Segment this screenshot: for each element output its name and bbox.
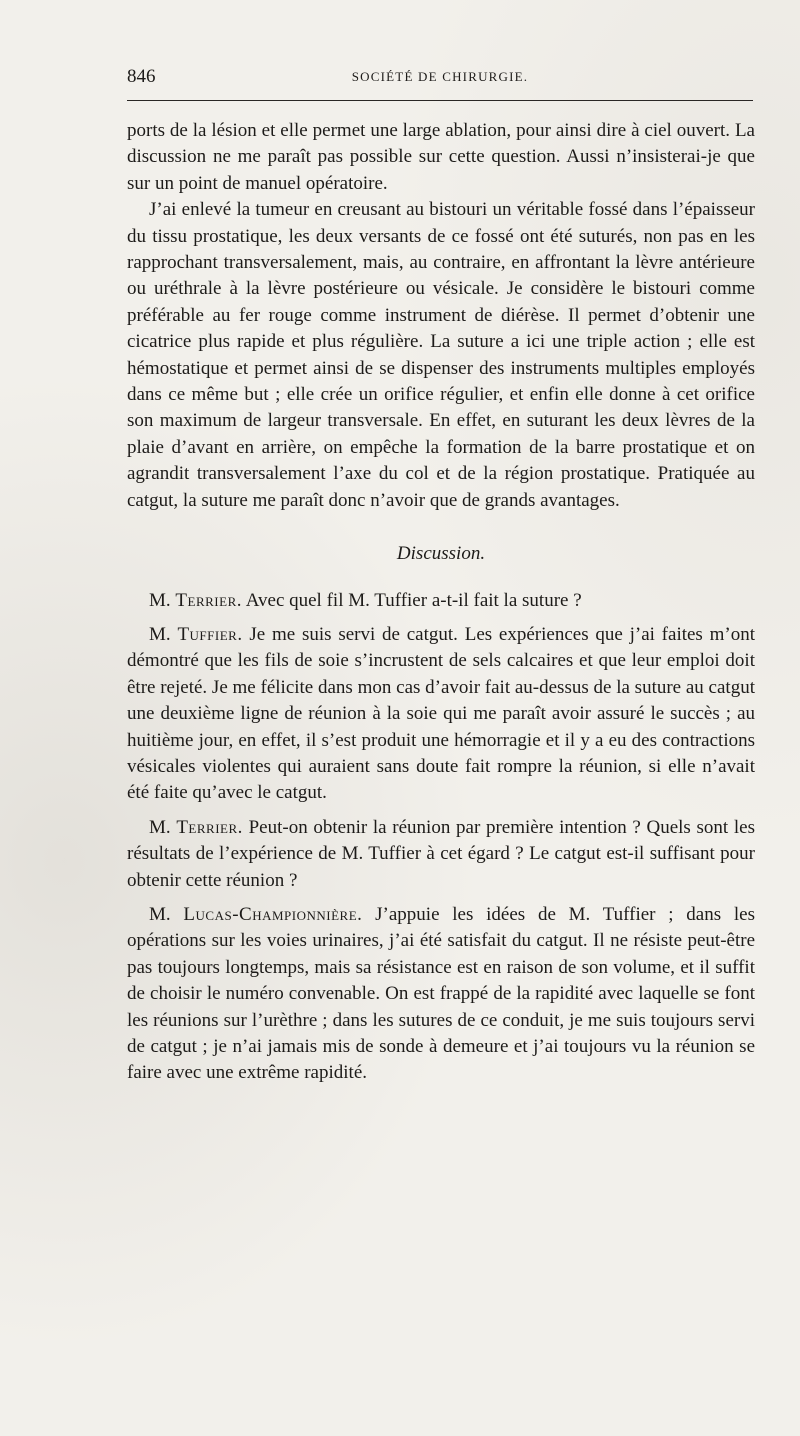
header-rule (127, 100, 753, 101)
speech-text: Peut-on obtenir la réunion par première intention ? Quels sont les résultats de l’expérience de M. Tuffier à cet égard ? Le catgut est-il suffisant pour obtenir cette réunion ? (127, 816, 755, 891)
body-text (127, 118, 755, 1087)
speech-text: J’appuie les idées de M. Tuffier ; dans les opérations sur les voies urinaires, j’ai été satisfait du catgut. Il ne résiste peut-être pas toujours longtemps, mais sa résistance est en raison de son volume, et il suffit de choisir le numéro convenable. On est frappé de la rapidité avec laquelle se font les réunions sur l’urèthre ; dans les sutures de ce conduit, je me suis toujours servi de catgut ; je n’ai jamais mis de sonde à demeure et j’ai toujours vu la réunion se faire avec une extrême rapidité. (127, 903, 755, 1084)
speech-lucas-championniere (127, 902, 755, 1087)
section-heading: Discussion. (396, 543, 486, 565)
speaker-name: Lucas-Championnière. (183, 903, 363, 925)
paragraph-operation: J’ai enlevé la tumeur en creusant au bistouri un véritable fossé dans l’épaisseur du tissu prostatique, les deux versants de ce fossé ont été suturés, non pas en les rapprochant transversalement, mais, au contraire, en affrontant la lèvre antérieure ou uréthrale à la lèvre postérieure ou vésicale. Je considère le bistouri comme préférable au fer rouge comme instrument de diérèse. Il permet d’obtenir une cicatrice plus rapide et plus régulière. La suture a ici une triple action ; elle est hémostatique et permet ainsi de se dispenser des instruments multiples employés dans ce même but ; elle crée un orifice régulier, et enfin elle donne à cet orifice son maximum de largeur transversale. En effet, en suturant les deux lèvres de la plaie d’avant en arrière, on empêche la formation de la barre prostatique et on agrandit transversalement l’axe du col et de la région prostatique. Pratiquée au catgut, la suture me paraît donc n’avoir que de grands avantages. (127, 199, 755, 511)
speaker-title: M. (149, 816, 177, 838)
page-number: 846 (127, 66, 156, 87)
page-header (127, 66, 753, 96)
speaker-title: M. (149, 903, 184, 925)
speech-text: Avec quel fil M. Tuffier a-t-il fait la suture ? (242, 589, 582, 611)
speaker-title: M. (149, 623, 178, 645)
speaker-title: M. (149, 589, 176, 611)
running-head: SOCIÉTÉ DE CHIRURGIE. (351, 69, 529, 84)
speech-tuffier (127, 622, 755, 807)
speaker-name: Tuffier. (177, 623, 243, 645)
speech-terrier-1 (127, 588, 755, 614)
speaker-name: Terrier. (176, 816, 243, 838)
speech-text: Je me suis servi de catgut. Les expériences que j’ai faites m’ont démontré que les fils de soie s’incrustent de sels calcaires et que leur emploi doit être rejeté. Je me félicite dans mon cas d’avoir fait au-dessus de la suture au catgut une deuxième ligne de réunion à la soie qui me paraît avoir assuré le succès ; au huitième jour, en effet, il s’est produit une hémorragie et il y a eu des contractions vésicales violentes qui auraient sans doute fait rompre la réunion, si elle n’avait été faite qu’avec le catgut. (127, 623, 755, 804)
paragraph-continuation: ports de la lésion et elle permet une large ablation, pour ainsi dire à ciel ouvert. La discussion ne me paraît pas possible sur cette question. Aussi n’insisterai-je que sur un point de manuel opératoire. (127, 120, 755, 194)
speech-terrier-2 (127, 815, 755, 894)
speaker-name: Terrier. (175, 589, 242, 611)
